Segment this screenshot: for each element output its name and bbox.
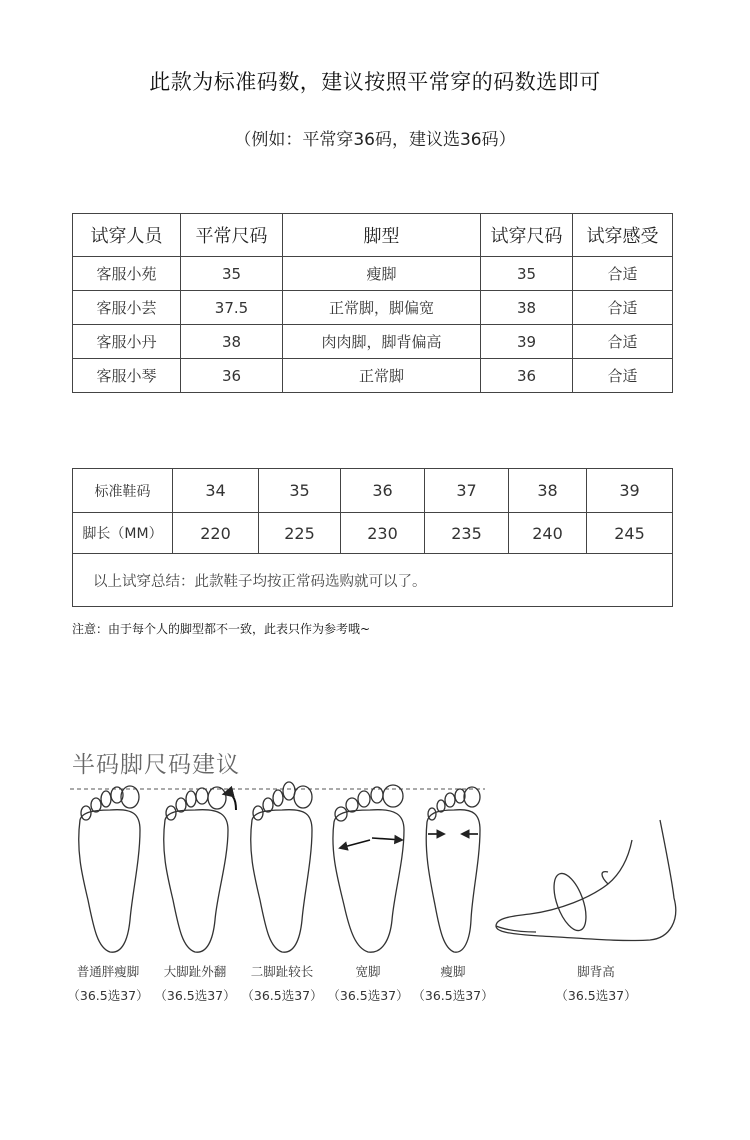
narrow-foot-icon	[426, 787, 480, 952]
foot-length-cell: 245	[587, 513, 673, 554]
foot-length-label: 脚长（MM）	[73, 513, 173, 554]
long-second-toe-foot-icon	[251, 782, 312, 952]
foot-type-advice: （36.5选37）	[412, 988, 494, 1003]
usual-size-cell: 38	[181, 325, 283, 359]
fit-feeling-cell: 合适	[573, 325, 673, 359]
shoe-size-cell: 36	[341, 469, 425, 513]
tester-name-cell: 客服小丹	[73, 325, 181, 359]
disclaimer-note: 注意：由于每个人的脚型都不一致，此表只作为参考哦~	[72, 622, 371, 636]
bunion-foot-icon	[164, 787, 236, 952]
foot-type-label: 脚背高	[577, 964, 615, 979]
foot-length-cell: 230	[341, 513, 425, 554]
foot-type-advice: （36.5选37）	[154, 988, 236, 1003]
size-chart-table	[72, 468, 673, 607]
usual-size-cell: 35	[181, 257, 283, 291]
wide-foot-icon	[333, 785, 404, 952]
trial-size-cell: 35	[481, 257, 573, 291]
high-instep-foot-icon	[496, 820, 676, 941]
foot-type-label: 大脚趾外翻	[163, 964, 227, 979]
usual-size-cell: 36	[181, 359, 283, 393]
shoe-size-cell: 39	[587, 469, 673, 513]
table-header-row	[73, 214, 673, 257]
half-size-title: 半码脚尺码建议	[72, 752, 240, 778]
table-row	[73, 257, 673, 291]
tester-name-cell: 客服小琴	[73, 359, 181, 393]
header-cell: 脚型	[283, 214, 481, 257]
fit-feeling-cell: 合适	[573, 359, 673, 393]
foot-length-cell: 235	[425, 513, 509, 554]
table-row	[73, 325, 673, 359]
shoe-size-label: 标准鞋码	[73, 469, 173, 513]
shoe-size-cell: 37	[425, 469, 509, 513]
normal-foot-icon	[79, 786, 140, 952]
foot-length-row	[73, 513, 673, 554]
foot-length-cell: 240	[509, 513, 587, 554]
trial-size-cell: 39	[481, 325, 573, 359]
tester-name-cell: 客服小苑	[73, 257, 181, 291]
trial-summary: 以上试穿总结：此款鞋子均按正常码选购就可以了。	[73, 554, 673, 607]
foot-length-cell: 225	[259, 513, 341, 554]
shoe-size-row	[73, 469, 673, 513]
foot-type-cell: 瘦脚	[283, 257, 481, 291]
page-title: 此款为标准码数，建议按照平常穿的码数选即可	[149, 70, 601, 94]
shoe-size-cell: 38	[509, 469, 587, 513]
table-row	[73, 359, 673, 393]
foot-type-advice: （36.5选37）	[327, 988, 409, 1003]
foot-type-label: 瘦脚	[440, 964, 466, 979]
foot-type-cell: 正常脚	[283, 359, 481, 393]
trial-size-cell: 36	[481, 359, 573, 393]
foot-type-advice: （36.5选37）	[67, 988, 149, 1003]
header-cell: 试穿尺码	[481, 214, 573, 257]
header-cell: 试穿感受	[573, 214, 673, 257]
foot-type-cell: 正常脚，脚偏宽	[283, 291, 481, 325]
header-cell: 试穿人员	[73, 214, 181, 257]
trial-size-cell: 38	[481, 291, 573, 325]
fit-feeling-cell: 合适	[573, 257, 673, 291]
foot-type-label: 普通胖瘦脚	[76, 964, 140, 979]
shoe-size-cell: 34	[173, 469, 259, 513]
foot-length-cell: 220	[173, 513, 259, 554]
fit-feeling-cell: 合适	[573, 291, 673, 325]
foot-type-advice: （36.5选37）	[241, 988, 323, 1003]
foot-types-illustration	[60, 780, 690, 960]
foot-type-label: 二脚趾较长	[250, 964, 314, 979]
table-row	[73, 291, 673, 325]
usual-size-cell: 37.5	[181, 291, 283, 325]
foot-type-advice: （36.5选37）	[555, 988, 637, 1003]
tester-name-cell: 客服小芸	[73, 291, 181, 325]
header-cell: 平常尺码	[181, 214, 283, 257]
trial-fit-table	[72, 213, 673, 393]
shoe-size-cell: 35	[259, 469, 341, 513]
foot-type-label: 宽脚	[355, 964, 381, 979]
page-subtitle: （例如：平常穿36码，建议选36码）	[234, 130, 516, 150]
summary-row	[73, 554, 673, 607]
foot-type-cell: 肉肉脚，脚背偏高	[283, 325, 481, 359]
